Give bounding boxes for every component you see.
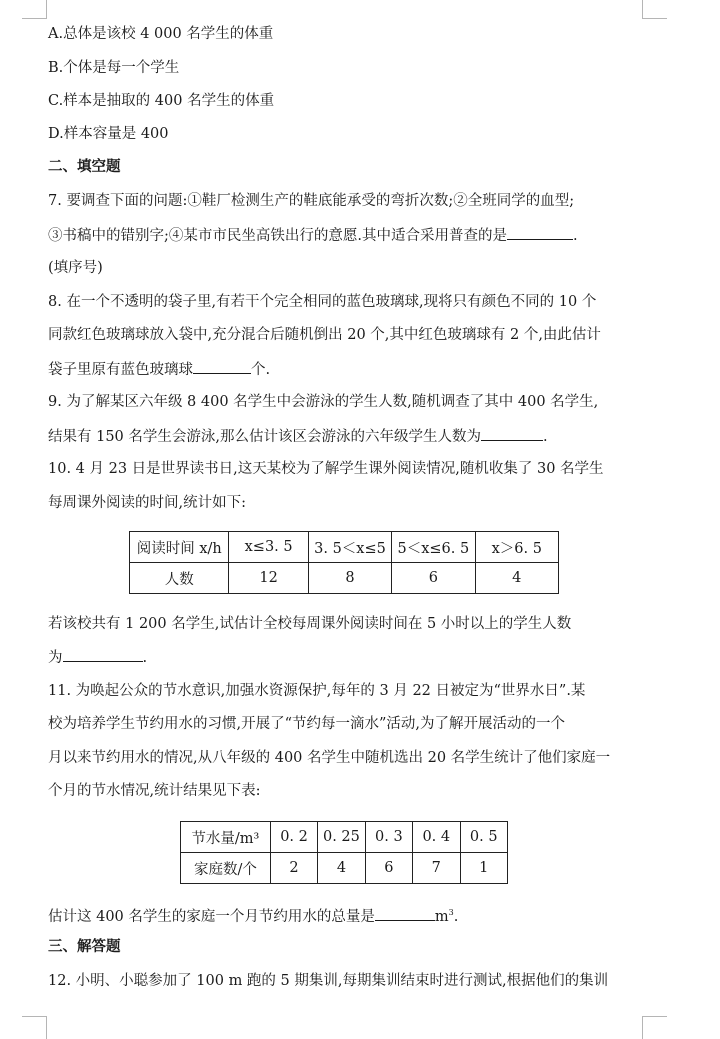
question-10-line-3: 若该校共有 1 200 名学生,试估计全校每周课外阅读时间在 5 小时以上的学生人数	[48, 616, 572, 632]
table-row	[130, 532, 559, 563]
table-cell: 8	[308, 563, 391, 594]
answer-blank-q9	[481, 426, 543, 441]
question-7-line-1: 7. 要调查下面的问题:①鞋厂检测生产的鞋底能承受的弯折次数;②全班同学的血型;	[48, 193, 575, 209]
question-8-line-1: 8. 在一个不透明的袋子里,有若干个完全相同的蓝色玻璃球,现将只有颜色不同的 10 个	[48, 294, 597, 310]
table-header-cell: 0. 3	[365, 822, 412, 853]
question-7-text: ③书稿中的错别字;④某市市民坐高铁出行的意愿.其中适合采用普查的是	[48, 228, 507, 244]
reading-time-table	[129, 531, 559, 594]
table-cell: 4	[475, 563, 558, 594]
table-header-cell: 3. 5＜x≤5	[308, 532, 391, 563]
table-cell: 人数	[130, 563, 229, 594]
unit-cubic-meter: m	[434, 908, 449, 925]
question-9-line-1: 9. 为了解某区六年级 8 400 名学生中会游泳的学生人数,随机调查了其中 400 名学生,	[48, 394, 599, 410]
question-7-line-2	[48, 225, 578, 246]
question-11-line-4: 个月的节水情况,统计结果见下表:	[48, 783, 261, 799]
question-8-end: 个.	[251, 362, 271, 378]
table-header-cell: x≤3. 5	[229, 532, 308, 563]
question-8-line-3	[48, 359, 270, 380]
option-a: A.总体是该校 4 000 名学生的体重	[48, 26, 274, 42]
table-cell: 家庭数/个	[181, 853, 271, 884]
question-10-line-2: 每周课外阅读的时间,统计如下:	[48, 495, 246, 511]
question-12-line-1: 12. 小明、小聪参加了 100 m 跑的 5 期集训,每期集训结束时进行测试,根据他们的集训	[48, 973, 609, 989]
question-7-line-3: (填序号)	[48, 260, 103, 276]
answer-blank-q7	[507, 225, 573, 240]
question-9-end: .	[543, 429, 548, 445]
table-header-cell: 节水量/m³	[181, 822, 271, 853]
question-10-line-1: 10. 4 月 23 日是世界读书日,这天某校为了解学生课外阅读情况,随机收集了 30 名学生	[48, 461, 604, 477]
water-saving-table	[180, 821, 508, 884]
question-10-text: 为	[48, 650, 63, 666]
table-cell: 4	[318, 853, 365, 884]
question-11-text: 估计这 400 名学生的家庭一个月节约用水的总量是	[48, 908, 375, 925]
option-d: D.样本容量是 400	[48, 126, 169, 142]
table-header-cell: 0. 2	[270, 822, 317, 853]
question-7-end: .	[573, 228, 578, 244]
option-c: C.样本是抽取的 400 名学生的体重	[48, 93, 275, 109]
table-row	[130, 563, 559, 594]
table-header-cell: 5＜x≤6. 5	[392, 532, 475, 563]
question-11-line-1: 11. 为唤起公众的节水意识,加强水资源保护,每年的 3 月 22 日被定为“世界水日”.某	[48, 683, 586, 699]
question-9-line-2	[48, 426, 548, 447]
question-9-text: 结果有 150 名学生会游泳,那么估计该区会游泳的六年级学生人数为	[48, 429, 482, 445]
crop-mark-bottom-right	[642, 1016, 667, 1039]
crop-mark-bottom-left	[22, 1016, 47, 1039]
table-cell: 6	[392, 563, 475, 594]
question-11-end: .	[453, 908, 459, 925]
question-10-end: .	[142, 650, 148, 666]
table-header-cell: 0. 4	[413, 822, 460, 853]
question-11-line-5	[48, 903, 458, 927]
question-8-text: 袋子里原有蓝色玻璃球	[48, 362, 193, 378]
table-header-cell: x＞6. 5	[475, 532, 558, 563]
section-heading-solve: 三、解答题	[48, 939, 121, 955]
answer-blank-q11	[375, 906, 435, 921]
answer-blank-q8	[193, 359, 251, 374]
crop-mark-top-left	[22, 0, 47, 19]
question-10-line-4	[48, 647, 147, 668]
table-cell: 1	[460, 853, 508, 884]
question-8-line-2: 同款红色玻璃球放入袋中,充分混合后随机倒出 20 个,其中红色玻璃球有 2 个,由此估计	[48, 327, 601, 343]
question-11-line-3: 月以来节约用水的情况,从八年级的 400 名学生中随机选出 20 名学生统计了他们家庭一	[48, 750, 611, 766]
answer-blank-q10	[63, 647, 143, 662]
option-b: B.个体是每一个学生	[48, 60, 180, 76]
crop-mark-top-right	[642, 0, 667, 19]
table-header-cell: 阅读时间 x/h	[130, 532, 229, 563]
table-cell: 7	[413, 853, 460, 884]
table-cell: 6	[365, 853, 412, 884]
table-cell: 2	[270, 853, 317, 884]
table-header-cell: 0. 5	[460, 822, 508, 853]
unit-superscript: 3	[448, 908, 454, 917]
table-row	[181, 822, 508, 853]
question-11-line-2: 校为培养学生节约用水的习惯,开展了“节约每一滴水”活动,为了解开展活动的一个	[48, 716, 566, 732]
section-heading-fill-blank: 二、填空题	[48, 159, 121, 175]
table-row	[181, 853, 508, 884]
table-cell: 12	[229, 563, 308, 594]
table-header-cell: 0. 25	[318, 822, 365, 853]
